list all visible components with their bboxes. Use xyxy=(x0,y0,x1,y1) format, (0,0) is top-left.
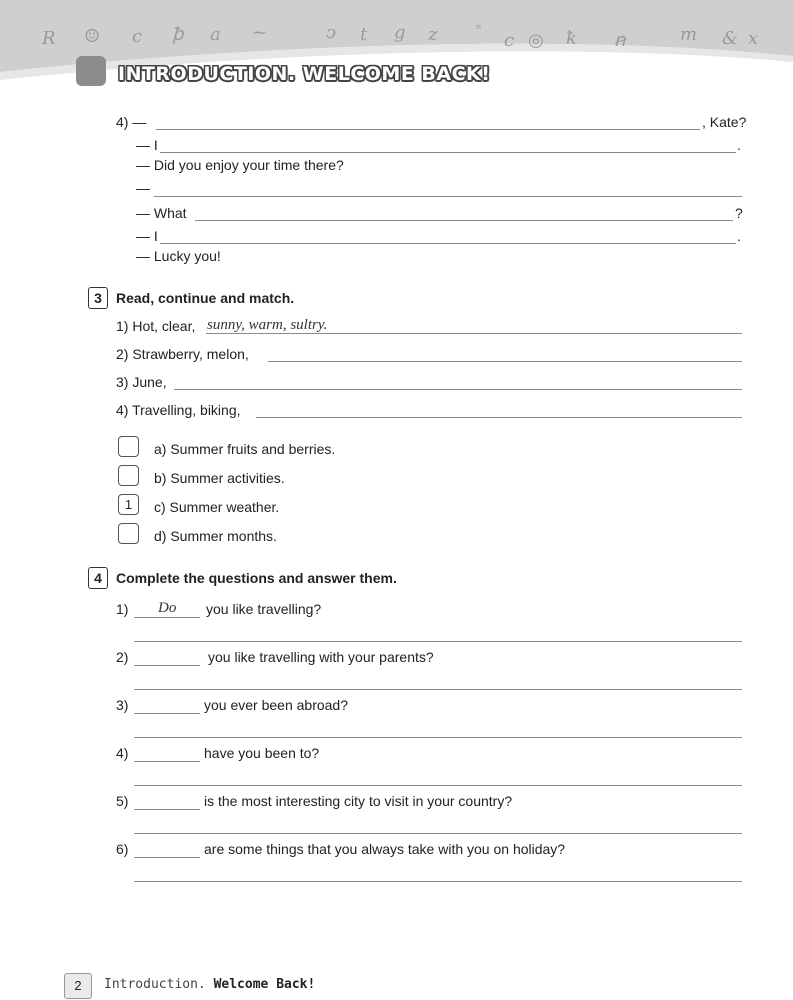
exercise-heading: Read, continue and match. xyxy=(116,290,295,306)
doodle-letter: m xyxy=(680,24,698,45)
dialogue-dot: . xyxy=(737,228,741,244)
answer-line[interactable] xyxy=(268,361,742,362)
dialogue-dot: . xyxy=(737,137,741,153)
doodle-letter: ꞥ xyxy=(614,30,626,51)
doodle-letter: c xyxy=(132,26,143,47)
dialogue-line: — I xyxy=(136,137,158,153)
doodle-letter: ~ xyxy=(252,22,268,43)
doodle-letter: c xyxy=(504,30,515,51)
question-number: 1) xyxy=(116,601,129,617)
exercise-number: 4 xyxy=(88,567,108,589)
answer-line[interactable] xyxy=(134,881,742,882)
answer-line[interactable] xyxy=(256,417,742,418)
doodle-letter: ꝁ xyxy=(566,28,577,49)
question-text: you like travelling with your parents? xyxy=(208,649,434,665)
answer-line[interactable] xyxy=(156,129,700,130)
answer-line[interactable] xyxy=(154,196,742,197)
answer-line[interactable] xyxy=(134,641,742,642)
dialogue-line: — xyxy=(136,180,150,196)
footer-caption xyxy=(104,977,315,992)
match-option: d) Summer months. xyxy=(154,528,277,544)
doodle-letter: a xyxy=(210,24,221,45)
item-label: 2) Strawberry, melon, xyxy=(116,346,249,362)
doodle-letter: & xyxy=(722,28,739,49)
answer-line[interactable] xyxy=(134,785,742,786)
handwritten-answer: Do xyxy=(158,600,177,616)
doodle-letter: ◎ xyxy=(528,30,544,51)
question-number: 3) xyxy=(116,697,129,713)
question-number: 5) xyxy=(116,793,129,809)
question-text: is the most interesting city to visit in your country? xyxy=(204,793,513,809)
question-blank[interactable] xyxy=(134,857,200,858)
dialogue-line: — Did you enjoy your time there? xyxy=(136,157,344,173)
item-label: 1) Hot, clear, xyxy=(116,318,196,334)
answer-line[interactable] xyxy=(195,220,733,221)
doodle-letter: g xyxy=(394,22,406,43)
dialogue-line: — I xyxy=(136,228,158,244)
footer-section: Introduction. xyxy=(104,977,206,992)
dialogue-kate: , Kate? xyxy=(702,114,747,130)
answer-line[interactable] xyxy=(134,833,742,834)
question-text: you like travelling? xyxy=(206,601,322,617)
page-number: 2 xyxy=(64,973,92,999)
question-text: are some things that you always take with you on holiday? xyxy=(204,841,566,857)
answer-line[interactable] xyxy=(206,333,742,334)
question-number: 2) xyxy=(116,649,129,665)
doodle-letter: ↄ xyxy=(326,22,337,43)
question-blank[interactable] xyxy=(134,713,200,714)
question-number: 6) xyxy=(116,841,129,857)
question-blank[interactable] xyxy=(134,617,200,618)
footer-title: Welcome Back! xyxy=(213,977,316,992)
dialogue-question-mark: ? xyxy=(735,205,743,221)
exercise-number: 3 xyxy=(88,287,108,309)
item-label: 3) June, xyxy=(116,374,167,390)
answer-line[interactable] xyxy=(160,243,736,244)
match-checkbox[interactable] xyxy=(118,436,139,457)
question-number: 4) xyxy=(116,745,129,761)
doodle-letter: ☺ xyxy=(84,26,101,47)
answer-line[interactable] xyxy=(134,689,742,690)
header-banner xyxy=(0,0,793,100)
dialogue-line: — What xyxy=(136,205,187,221)
title-square-icon xyxy=(76,56,106,86)
match-option: a) Summer fruits and berries. xyxy=(154,441,336,457)
item-label: 4) Travelling, biking, xyxy=(116,402,241,418)
page-title: INTRODUCTION. WELCOME BACK! xyxy=(118,63,491,85)
question-blank[interactable] xyxy=(134,809,200,810)
question-text: have you been to? xyxy=(204,745,320,761)
dialogue-number: 4) — xyxy=(116,114,147,130)
question-blank[interactable] xyxy=(134,761,200,762)
handwritten-answer: sunny, warm, sultry. xyxy=(207,317,328,333)
dialogue-line: — Lucky you! xyxy=(136,248,221,264)
match-checkbox[interactable]: 1 xyxy=(118,494,139,515)
doodle-letter: z xyxy=(428,24,438,45)
answer-line[interactable] xyxy=(134,737,742,738)
doodle-letter: R xyxy=(42,28,56,49)
match-checkbox[interactable] xyxy=(118,465,139,486)
match-checkbox[interactable] xyxy=(118,523,139,544)
match-option: b) Summer activities. xyxy=(154,470,285,486)
doodle-letter: ⁿ xyxy=(476,22,482,37)
question-text: you ever been abroad? xyxy=(204,697,348,713)
doodle-letter: ꝥ xyxy=(172,24,184,45)
answer-line[interactable] xyxy=(160,152,736,153)
doodle-letter: x xyxy=(748,28,759,49)
question-blank[interactable] xyxy=(134,665,200,666)
page-header xyxy=(0,0,793,100)
exercise-heading: Complete the questions and answer them. xyxy=(116,570,397,586)
answer-line[interactable] xyxy=(174,389,742,390)
doodle-letter: t xyxy=(360,24,368,45)
match-option: c) Summer weather. xyxy=(154,499,280,515)
